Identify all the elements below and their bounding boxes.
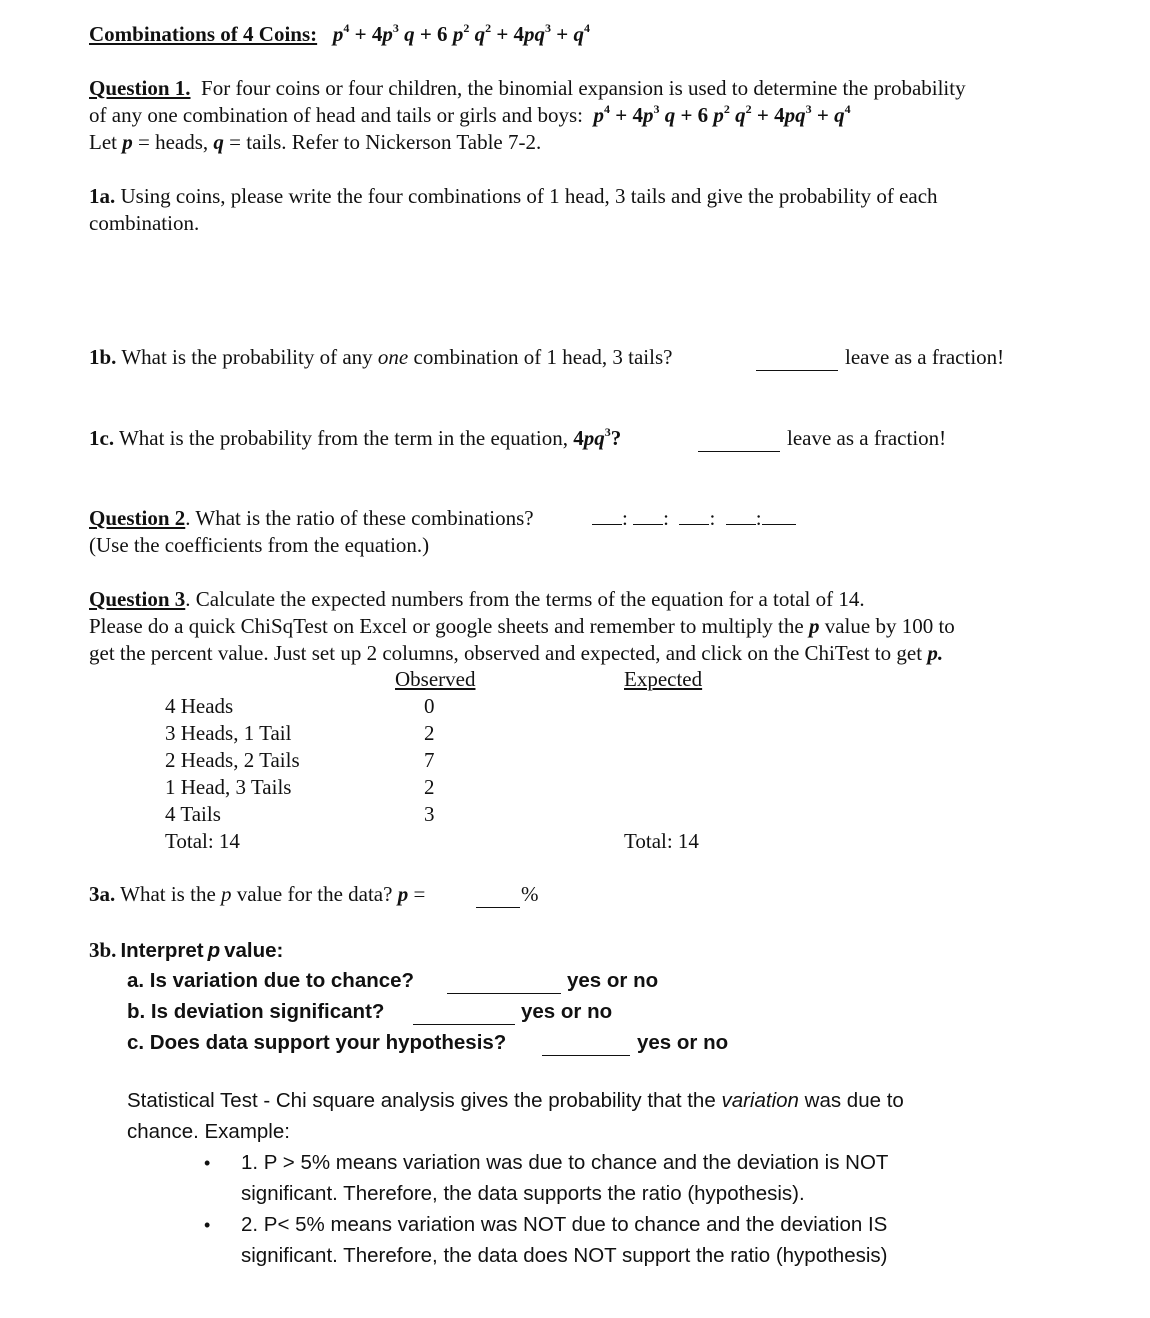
- yes-no-b: yes or no: [521, 1000, 613, 1023]
- total-observed: Total: 14: [165, 829, 240, 853]
- observed-header: Observed: [395, 667, 476, 691]
- percent-sign: %: [521, 882, 539, 906]
- stat-test-line2: chance. Example:: [127, 1120, 290, 1143]
- stat-line1-pre: Statistical Test - Chi square analysis gives the probability that the: [127, 1089, 716, 1112]
- question-1-line3: Let p = heads, q = tails. Refer to Nickerson Table 7-2.: [89, 130, 542, 154]
- question-2: [89, 506, 534, 531]
- question-1b-label: 1b.: [89, 345, 117, 369]
- observed-value: 3: [424, 802, 435, 826]
- question-1c-text: What is the probability from the term in the equation,: [118, 426, 569, 450]
- list-item: 1. P > 5% means variation was due to chance and the deviation is NOT: [241, 1151, 889, 1174]
- question-3-line3: get the percent value. Just set up 2 columns, observed and expected, and click on the ChiTest to get p.: [89, 641, 944, 665]
- question-1a: [89, 184, 938, 209]
- term-4pq3: $4pq^3$?: [573, 425, 622, 450]
- interpret-word: Interpret: [120, 939, 204, 962]
- answer-blank-3b-a[interactable]: [447, 992, 561, 994]
- list-item-continuation: significant. Therefore, the data supports the ratio (hypothesis).: [241, 1182, 805, 1205]
- question-3-label: Question 3: [89, 587, 186, 611]
- answer-blank-3a[interactable]: [476, 906, 520, 908]
- answer-blank-1c[interactable]: [698, 450, 780, 452]
- answer-blank-3b-b[interactable]: [413, 1023, 515, 1025]
- question-1c: [89, 426, 621, 451]
- stat-test-line1: [127, 1089, 904, 1113]
- answer-blank-3b-c[interactable]: [542, 1054, 630, 1056]
- question-2-text: . What is the ratio of these combinations?: [185, 506, 534, 530]
- question-1b: [89, 345, 672, 370]
- table-row: 4 Heads: [165, 694, 234, 718]
- page-title: [89, 22, 590, 47]
- total-expected: Total: 14: [624, 829, 699, 853]
- question-3b-a: a. Is variation due to chance?: [127, 969, 415, 992]
- question-1-text1: For four coins or four children, the binomial expansion is used to determine the probability: [201, 76, 966, 100]
- table-row: 1 Head, 3 Tails: [165, 775, 292, 799]
- question-3b-b: b. Is deviation significant?: [127, 1000, 385, 1023]
- let-word: Let: [89, 130, 117, 154]
- question-3a: 3a. What is the p value for the data? p =: [89, 882, 426, 906]
- question-3-line2-post: value by 100 to: [824, 614, 955, 638]
- value-word: value:: [224, 939, 284, 962]
- question-1b-text-pre: What is the probability of any: [121, 345, 373, 369]
- question-1c-hint: leave as a fraction!: [787, 426, 947, 450]
- question-1b-text-em: one: [377, 345, 409, 369]
- question-1b-text-post: combination of 1 head, 3 tails?: [413, 345, 673, 369]
- stat-line1-post: was due to: [804, 1089, 904, 1112]
- p-definition: = heads,: [137, 130, 209, 154]
- question-3b-label: 3b.: [89, 938, 117, 962]
- bullet-icon: •: [204, 1153, 211, 1173]
- ratio-blanks[interactable]: : : : :: [592, 506, 796, 531]
- title-label: Combinations of 4 Coins:: [89, 22, 318, 46]
- question-1-text2: of any one combination of head and tails or girls and boys:: [89, 103, 583, 127]
- question-3b-title: 3b. Interpret p value:: [89, 938, 284, 962]
- question-1-line1: [89, 76, 966, 101]
- question-1c-label: 1c.: [89, 426, 115, 450]
- expected-header: Expected: [624, 667, 703, 691]
- answer-blank-1b[interactable]: [756, 369, 838, 371]
- question-1b-hint: leave as a fraction!: [845, 345, 1005, 369]
- yes-no-c: yes or no: [637, 1031, 729, 1054]
- list-item: 2. P< 5% means variation was NOT due to chance and the deviation IS: [241, 1213, 888, 1236]
- q-definition: = tails. Refer to Nickerson Table 7-2.: [229, 130, 542, 154]
- table-row: 4 Tails: [165, 802, 221, 826]
- yes-no-a: yes or no: [567, 969, 659, 992]
- stat-line1-em: variation: [721, 1089, 799, 1112]
- question-3b-c: c. Does data support your hypothesis?: [127, 1031, 507, 1054]
- question-1-label: Question 1.: [89, 76, 191, 100]
- question-1a-text2: combination.: [89, 211, 200, 235]
- question-3: [89, 587, 865, 612]
- binomial-expansion-inline: $p^4 + 4p^3$ q + 6 $p^2$ $q^2 + 4pq^3 + q^4$: [593, 102, 851, 127]
- question-3-line2-pre: Please do a quick ChiSqTest on Excel or google sheets and remember to multiply the: [89, 614, 804, 638]
- question-1-line2: [89, 103, 851, 128]
- observed-value: 2: [424, 775, 435, 799]
- table-row: 2 Heads, 2 Tails: [165, 748, 300, 772]
- question-2-label: Question 2: [89, 506, 186, 530]
- question-3-line2: Please do a quick ChiSqTest on Excel or google sheets and remember to multiply the p value by 100 to: [89, 614, 955, 638]
- question-3-text: . Calculate the expected numbers from the terms of the equation for a total of 14.: [185, 587, 865, 611]
- question-3a-text-post: value for the data?: [236, 882, 393, 906]
- bullet-icon: •: [204, 1215, 211, 1235]
- observed-value: 2: [424, 721, 435, 745]
- question-2-line2: (Use the coefficients from the equation.): [89, 533, 430, 557]
- question-1a-label: 1a.: [89, 184, 116, 208]
- table-row: 3 Heads, 1 Tail: [165, 721, 292, 745]
- question-1a-line2: [89, 211, 199, 236]
- question-3-line3-text: get the percent value. Just set up 2 columns, observed and expected, and click on the ChiTest to get: [89, 641, 923, 665]
- question-3a-label: 3a.: [89, 882, 116, 906]
- observed-value: 0: [424, 694, 435, 718]
- list-item-continuation: significant. Therefore, the data does NOT support the ratio (hypothesis): [241, 1244, 888, 1267]
- question-1a-text1: Using coins, please write the four combinations of 1 head, 3 tails and give the probability of each: [120, 184, 938, 208]
- question-3a-text-pre: What is the: [120, 882, 216, 906]
- observed-value: 7: [424, 748, 435, 772]
- binomial-expansion: $p^4 + 4p^3$ q + 6 $p^2$ $q^2 + 4pq^3 + q^4$: [332, 21, 590, 46]
